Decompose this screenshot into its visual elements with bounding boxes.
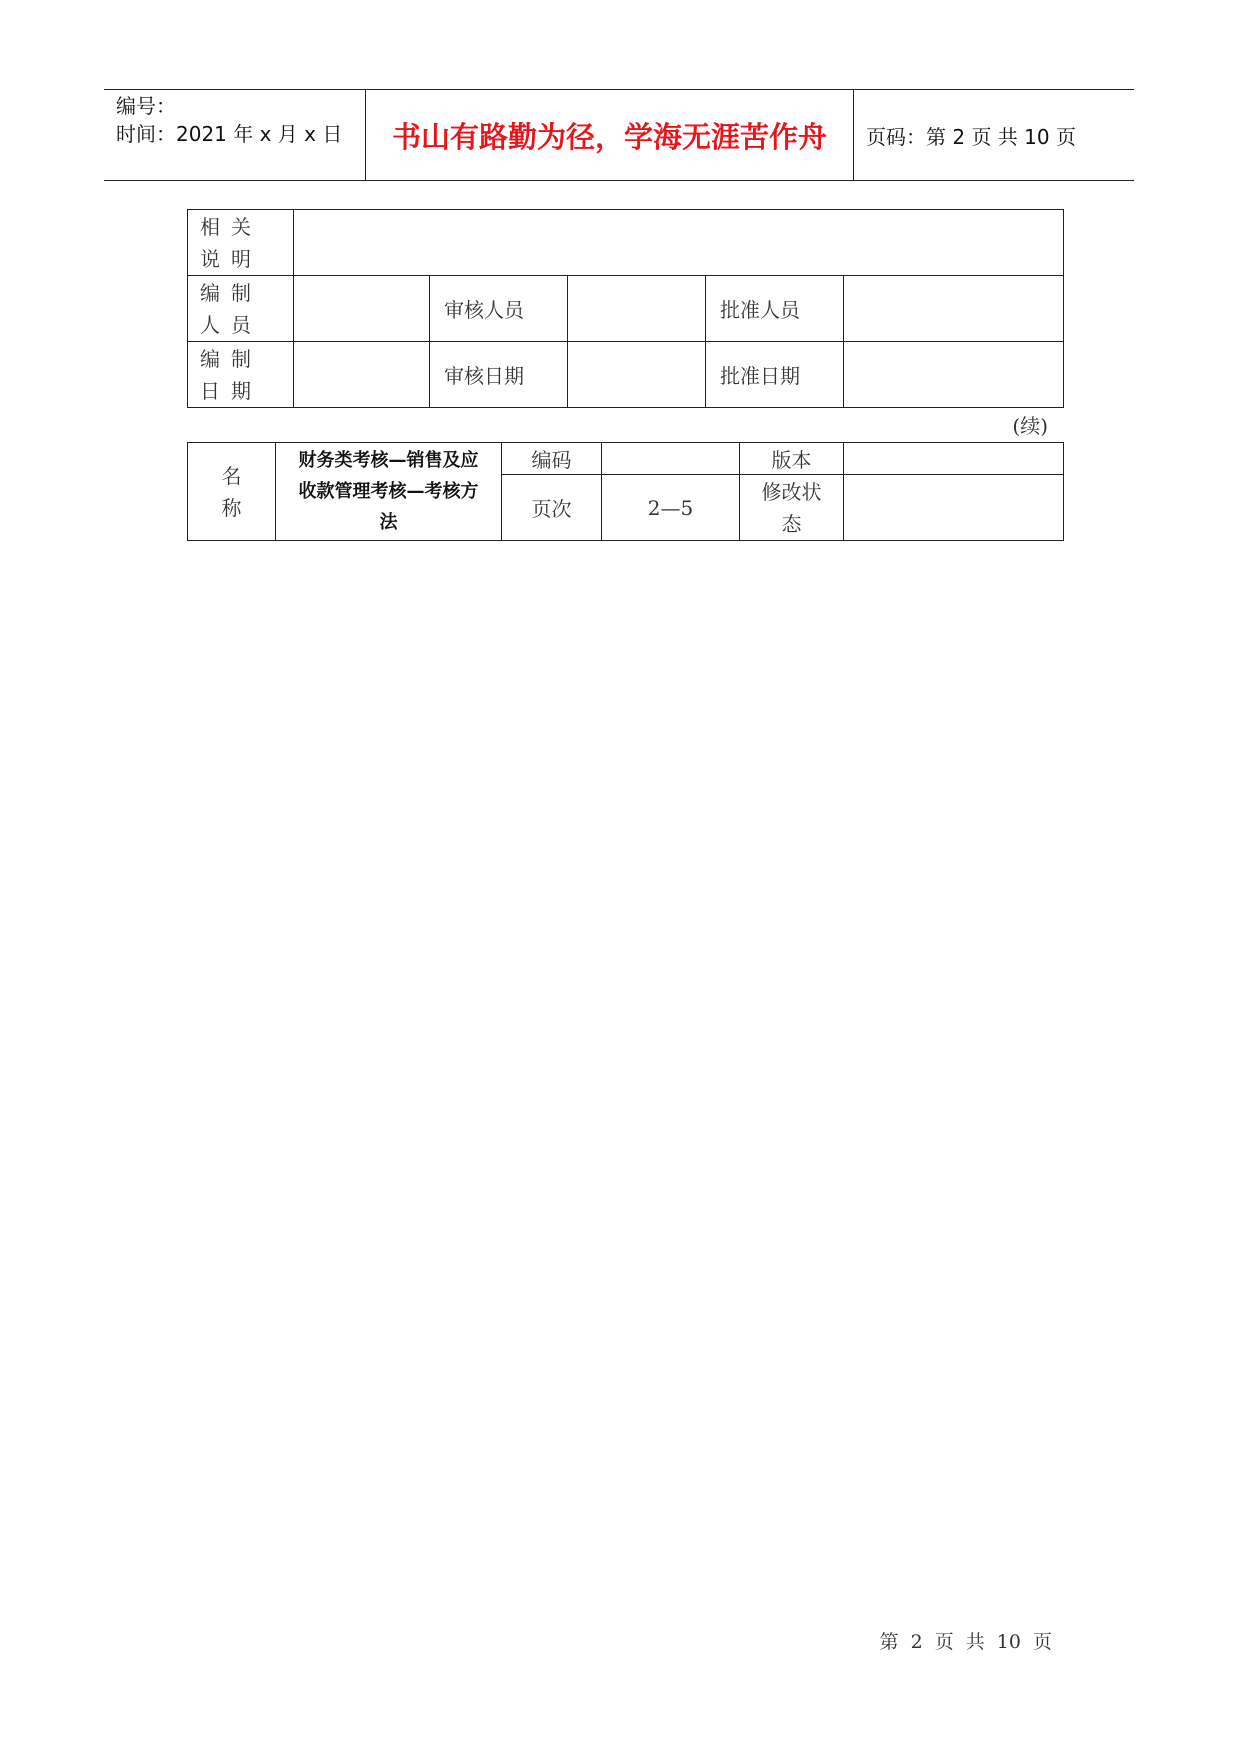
revision-value <box>844 475 1064 541</box>
approved-by-value <box>844 276 1064 342</box>
review-date-label: 审核日期 <box>430 342 568 408</box>
name-value <box>276 443 502 541</box>
related-notes-value <box>294 210 1064 276</box>
approval-date-label: 批准日期 <box>706 342 844 408</box>
name-label-text: 名称 <box>221 463 242 520</box>
page-label: 页次 <box>502 475 602 541</box>
code-value <box>602 443 740 475</box>
code-label: 编码 <box>502 443 602 475</box>
prepared-by-value <box>294 276 430 342</box>
review-date-value <box>568 342 706 408</box>
header-motto: 书山有路勤为径，学海无涯苦作舟 <box>366 90 854 180</box>
approval-table <box>187 209 1064 408</box>
continued-label: (续) <box>1012 414 1048 438</box>
page-footer: 第 2 页 共 10 页 <box>879 1631 1052 1653</box>
reviewed-by-label: 审核人员 <box>430 276 568 342</box>
approval-date-value <box>844 342 1064 408</box>
table-row <box>188 210 1064 276</box>
document-time-label: 时间：2021 年 x 月 x 日 <box>116 122 343 146</box>
revision-label <box>740 475 844 541</box>
header-page-info: 页码：第 2 页 共 10 页 <box>866 124 1076 149</box>
page-value: 2—5 <box>602 475 740 541</box>
prepared-date-label: 编制日期 <box>188 342 294 408</box>
table-row <box>188 276 1064 342</box>
document-header <box>104 89 1134 181</box>
reviewed-by-value <box>568 276 706 342</box>
prepared-date-value <box>294 342 430 408</box>
related-notes-label: 相关说明 <box>188 210 294 276</box>
name-value-text: 财务类考核—销售及应收款管理考核—考核方法 <box>298 450 479 533</box>
name-label <box>188 443 276 541</box>
version-label: 版本 <box>740 443 844 475</box>
revision-label-text: 修改状态 <box>761 479 822 536</box>
table-row <box>188 443 1064 475</box>
prepared-by-label: 编制人员 <box>188 276 294 342</box>
table-row <box>188 342 1064 408</box>
document-info-table <box>187 442 1064 541</box>
approved-by-label: 批准人员 <box>706 276 844 342</box>
header-meta <box>104 90 366 180</box>
document-number-label: 编号： <box>116 94 176 118</box>
version-value <box>844 443 1064 475</box>
